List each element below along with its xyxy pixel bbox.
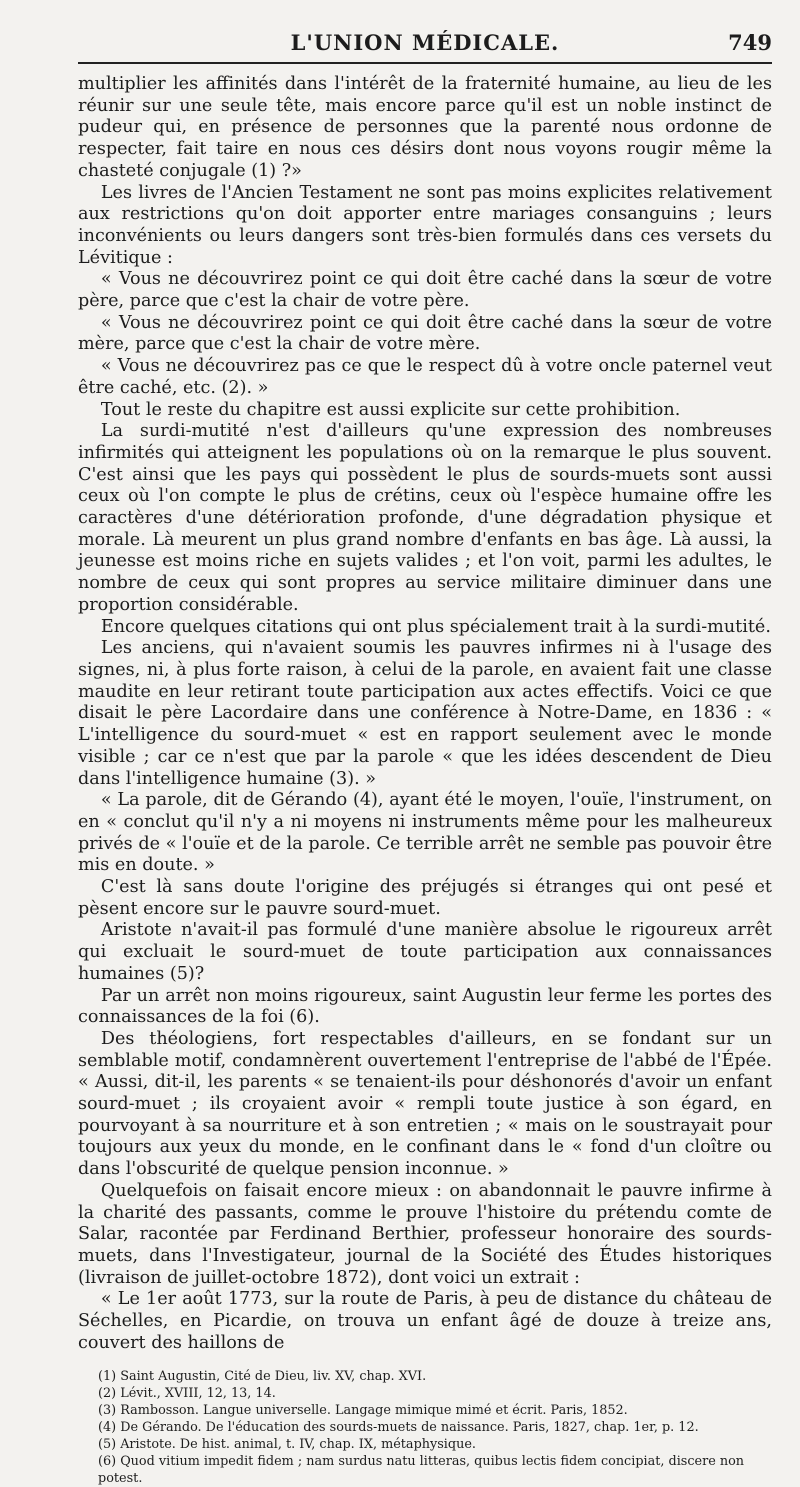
paragraph: Les livres de l'Ancien Testament ne sont pas moins explicites relativement aux restrictions qu'on doit apporter entre mariages consanguins ; leurs inconvénients ou leurs dangers sont très-bien formulés dans ces versets du Lévitique : <box>78 182 772 268</box>
body-text <box>78 74 772 1354</box>
paragraph: C'est là sans doute l'origine des préjugés si étranges qui ont pesé et pèsent encore sur le pauvre sourd-muet. <box>78 877 772 919</box>
paragraph: « Vous ne découvrirez point ce qui doit être caché dans la sœur de votre père, parce que c'est la chair de votre père. <box>78 269 772 312</box>
paragraph: « Le 1er août 1773, sur la route de Paris, à peu de distance du château de Séchelles, en Picardie, on trouva un enfant âgé de douze à treize ans, couvert des haillons de <box>78 1289 772 1353</box>
footnote: (3) Rambosson. Langue universelle. Langage mimique mimé et écrit. Paris, 1852. <box>98 1403 628 1419</box>
footnote: (4) De Gérando. De l'éducation des sourds-muets de naissance. Paris, 1827, chap. 1er, p. 12. <box>98 1420 699 1436</box>
footnote: (1) Saint Augustin, Cité de Dieu, liv. XV, chap. XVI. <box>98 1369 427 1385</box>
footnotes <box>78 1368 772 1487</box>
footnote: (6) Quod vitium impedit fidem ; nam surdus natu litteras, quibus lectis fidem concipiat, discere non potest. <box>98 1454 745 1487</box>
running-title: L'UNION MÉDICALE. <box>290 30 560 55</box>
paragraph: Aristote n'avait-il pas formulé d'une manière absolue le rigoureux arrêt qui excluait le sourd-muet de toute participation aux connaissances humaines (5)? <box>78 920 772 984</box>
paragraph: « La parole, dit de Gérando (4), ayant été le moyen, l'ouïe, l'instrument, on en « conclut qu'il n'y a ni moyens ni instruments même pour les malheureux privés de « l'ouïe et de la parole. Ce terrible arrêt ne semble pas pouvoir être mis en doute. » <box>78 790 772 876</box>
paragraph: « Vous ne découvrirez pas ce que le respect dû à votre oncle paternel veut être caché, etc. (2). » <box>78 356 772 398</box>
footnote: (2) Lévit., XVIII, 12, 13, 14. <box>98 1386 276 1402</box>
paragraph: Tout le reste du chapitre est aussi explicite sur cette prohibition. <box>100 399 681 420</box>
paragraph: La surdi-mutité n'est d'ailleurs qu'une expression des nombreuses infirmités qui atteignent les populations où on la remarque le plus souvent. C'est ainsi que les pays qui possèdent le plus de sourds-muets sont aussi ceux où l'on compte le plus de crétins, ceux où l'espèce humaine offre les caractères d'une détérioration profonde, d'une dégradation physique et morale. Là meurent un plus grand nombre d'enfants en bas âge. Là aussi, la jeunesse est moins riche en sujets valides ; et l'on voit, parmi les adultes, le nombre de ceux qui sont propres au service militaire diminuer dans une proportion considérable. <box>78 421 772 615</box>
paragraph: Les anciens, qui n'avaient soumis les pauvres infirmes ni à l'usage des signes, ni, à plus forte raison, à celui de la parole, en avaient fait une classe maudite en leur retirant toute participation aux actes effectifs. Voici ce que disait le père Lacordaire dans une conférence à Notre-Dame, en 1836 : « L'intelligence du sourd-muet « est en rapport seulement avec le monde visible ; car ce n'est que par la parole « que les idées descendent de Dieu dans l'intelligence humaine (3). » <box>78 638 772 789</box>
paragraph: « Vous ne découvrirez point ce qui doit être caché dans la sœur de votre mère, parce que c'est la chair de votre mère. <box>78 312 772 355</box>
paragraph: Des théologiens, fort respectables d'ailleurs, en se fondant sur un semblable motif, condamnèrent ouvertement l'entreprise de l'abbé de l'Épée. « Aussi, dit-il, les parents « se tenaient-ils pour déshonorés d'avoir un enfant sourd-muet ; ils croyaient avoir « rempli toute justice à son égard, en pourvoyant à sa nourriture et à son entretien ; « mais on le soustrayait pour toujours aux yeux du monde, en le confinant dans le « fond d'un cloître ou dans l'obscurité de quelque pension inconnue. » <box>78 1028 772 1180</box>
page-number: 749 <box>728 30 772 55</box>
paragraph: Quelquefois on faisait encore mieux : on abandonnait le pauvre infirme à la charité des passants, comme le prouve l'histoire du prétendu comte de Salar, racontée par Ferdinand Berthier, professeur honoraire des sourds-muets, dans l'Investigateur, journal de la Société des Études historiques (livraison de juillet-octobre 1872), dont voici un extrait : <box>78 1180 772 1288</box>
paragraph: multiplier les affinités dans l'intérêt de la fraternité humaine, au lieu de les réunir sur une seule tête, mais encore parce qu'il est un noble instinct de pudeur qui, en présence de personnes que la parenté nous ordonne de respecter, fait taire en nous ces désirs dont nous voyons rougir même la chasteté conjugale (1) ?» <box>78 74 772 181</box>
footnote: (5) Aristote. De hist. animal, t. IV, chap. IX, métaphysique. <box>98 1437 476 1453</box>
paragraph: Par un arrêt non moins rigoureux, saint Augustin leur ferme les portes des connaissances de la foi (6). <box>78 985 772 1028</box>
page-header <box>78 26 772 64</box>
paragraph: Encore quelques citations qui ont plus spécialement trait à la surdi-mutité. <box>100 616 771 637</box>
